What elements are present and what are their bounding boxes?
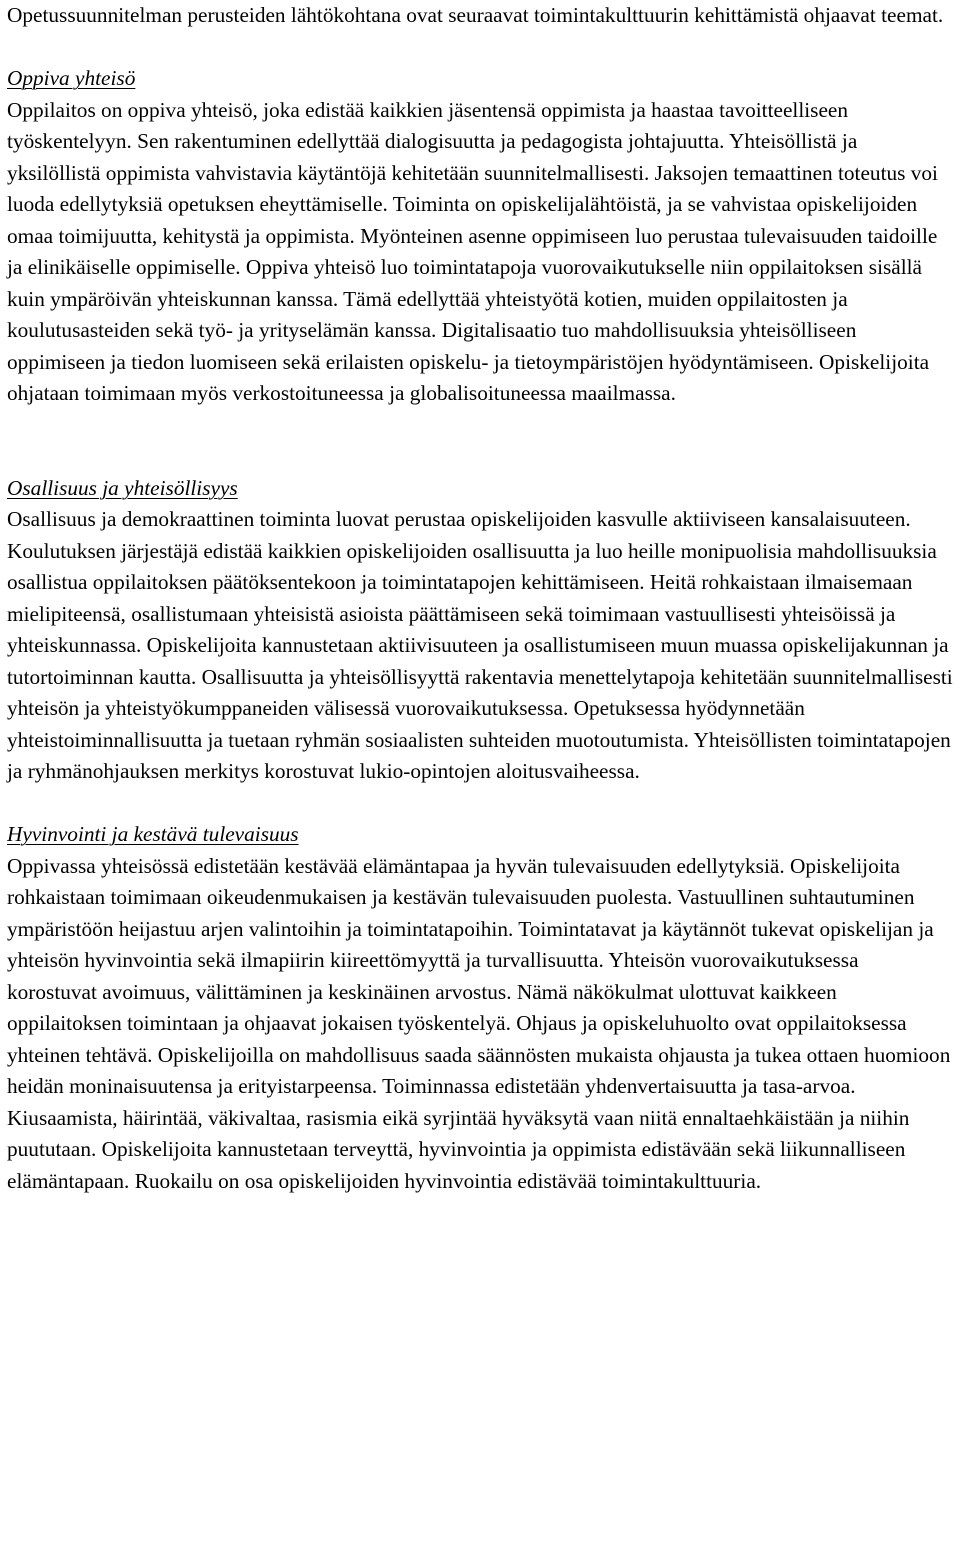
section-heading: Osallisuus ja yhteisöllisyys [7, 475, 238, 500]
section-hyvinvointi [7, 819, 953, 1197]
section-paragraph: Oppivassa yhteisössä edistetään kestävää elämäntapaa ja hyvän tulevaisuuden edellytyksiä. Opiskelijoita rohkaistaan toimimaan oikeudenmukaisen ja kestävän tulevaisuuden puolesta. Vastuullinen suhtautuminen ympäristöön heijastuu arjen valintoihin ja toimintatapoihin. Toimintatavat ja käytännöt tukevat opiskelijan ja yhteisön hyvinvointia sekä ilmapiirin kiireettömyyttä ja turvallisuutta. Yhteisön vuorovaikutuksessa korostuvat avoimuus, välittäminen ja keskinäinen arvostus. Nämä näkökulmat ulottuvat kaikkeen oppilaitoksen toimintaan ja ohjaavat jokaisen työskentelyä. Ohjaus ja opiskeluhuolto ovat oppilaitoksessa yhteinen tehtävä. Opiskelijoilla on mahdollisuus saada säännösten mukaista ohjausta ja tukea ottaen huomioon heidän moninaisuutensa ja erityistarpeensa. Toiminnassa edistetään yhdenvertaisuutta ja tasa-arvoa. Kiusaamista, häirintää, väkivaltaa, rasismia eikä syrjintää hyväksytä vaan niitä ennaltaehkäistään ja niihin puututaan. Opiskelijoita kannustetaan terveyttä, hyvinvointia ja oppimista edistävään sekä liikunnalliseen elämäntapaan. Ruokailu on osa opiskelijoiden hyvinvointia edistävää toimintakulttuuria. [7, 853, 951, 1193]
spacer [7, 32, 953, 64]
section-oppiva-yhteiso [7, 63, 953, 410]
document-page [7, 0, 953, 1197]
section-heading: Hyvinvointi ja kestävä tulevaisuus [7, 822, 299, 846]
spacer [7, 788, 953, 820]
section-paragraph: Osallisuus ja demokraattinen toiminta luovat perustaa opiskelijoiden kasvulle aktiiviseen kansalaisuuteen. Koulutuksen järjestäjä edistää kaikkien opiskelijoiden osallisuutta ja luo heille monipuolisia mahdollisuuksia osallistua oppilaitoksen päätöksentekoon ja toimintatapojen kehittämiseen. Heitä rohkaistaan ilmaisemaan mielipiteensä, osallistumaan yhteisistä asioista päättämiseen sekä toimimaan vastuullisesti yhteisöissä ja yhteiskunnassa. Opiskelijoita kannustetaan aktiivisuuteen ja osallistumiseen muun muassa opiskelijakunnan ja tutortoiminnan kautta. Osallisuutta ja yhteisöllisyyttä rakentavia menettelytapoja kehitetään suunnitelmallisesti yhteisön ja yhteistyökumppaneiden välisessä vuorovaikutuksessa. Opetuksessa hyödynnetään yhteistoiminnallisuutta ja tuetaan ryhmän sosiaalisten suhteiden muotoutumista. Yhteisöllisten toimintatapojen ja ryhmänohjauksen merkitys korostuvat lukio-opintojen aloitusvaiheessa. [7, 507, 953, 783]
section-osallisuus [7, 473, 953, 788]
section-paragraph: Oppilaitos on oppiva yhteisö, joka edistää kaikkien jäsentensä oppimista ja haastaa tavoitteelliseen työskentelyyn. Sen rakentuminen edellyttää dialogisuutta ja pedagogista johtajuutta. Yhteisöllistä ja yksilöllistä oppimista vahvistavia käytäntöjä kehitetään suunnitelmallisesti. Jaksojen temaattinen toteutus voi luoda edellytyksiä opetuksen eheyttämiselle. Toiminta on opiskelijalähtöistä, ja se vahvistaa opiskelijoiden omaa toimijuutta, kehitystä ja oppimista. Myönteinen asenne oppimiseen luo perustaa tulevaisuuden taidoille ja elinikäiselle oppimiselle. Oppiva yhteisö luo toimintatapoja vuorovaikutukselle niin oppilaitoksen sisällä kuin ympäröivän yhteiskunnan kanssa. Tämä edellyttää yhteistyötä kotien, muiden oppilaitosten ja koulutusasteiden sekä työ- ja yrityselämän kanssa. Digitalisaatio tuo mahdollisuuksia yhteisölliseen oppimiseen ja tiedon luomiseen sekä erilaisten opiskelu- ja tietoympäristöjen hyödyntämiseen. Opiskelijoita ohjataan toimimaan myös verkostoituneessa ja globalisoituneessa maailmassa. [7, 97, 938, 405]
section-heading: Oppiva yhteisö [7, 66, 136, 90]
intro-paragraph: Opetussuunnitelman perusteiden lähtökohtana ovat seuraavat toimintakulttuurin kehittämistä ohjaavat teemat. [7, 3, 944, 27]
spacer [7, 410, 953, 473]
